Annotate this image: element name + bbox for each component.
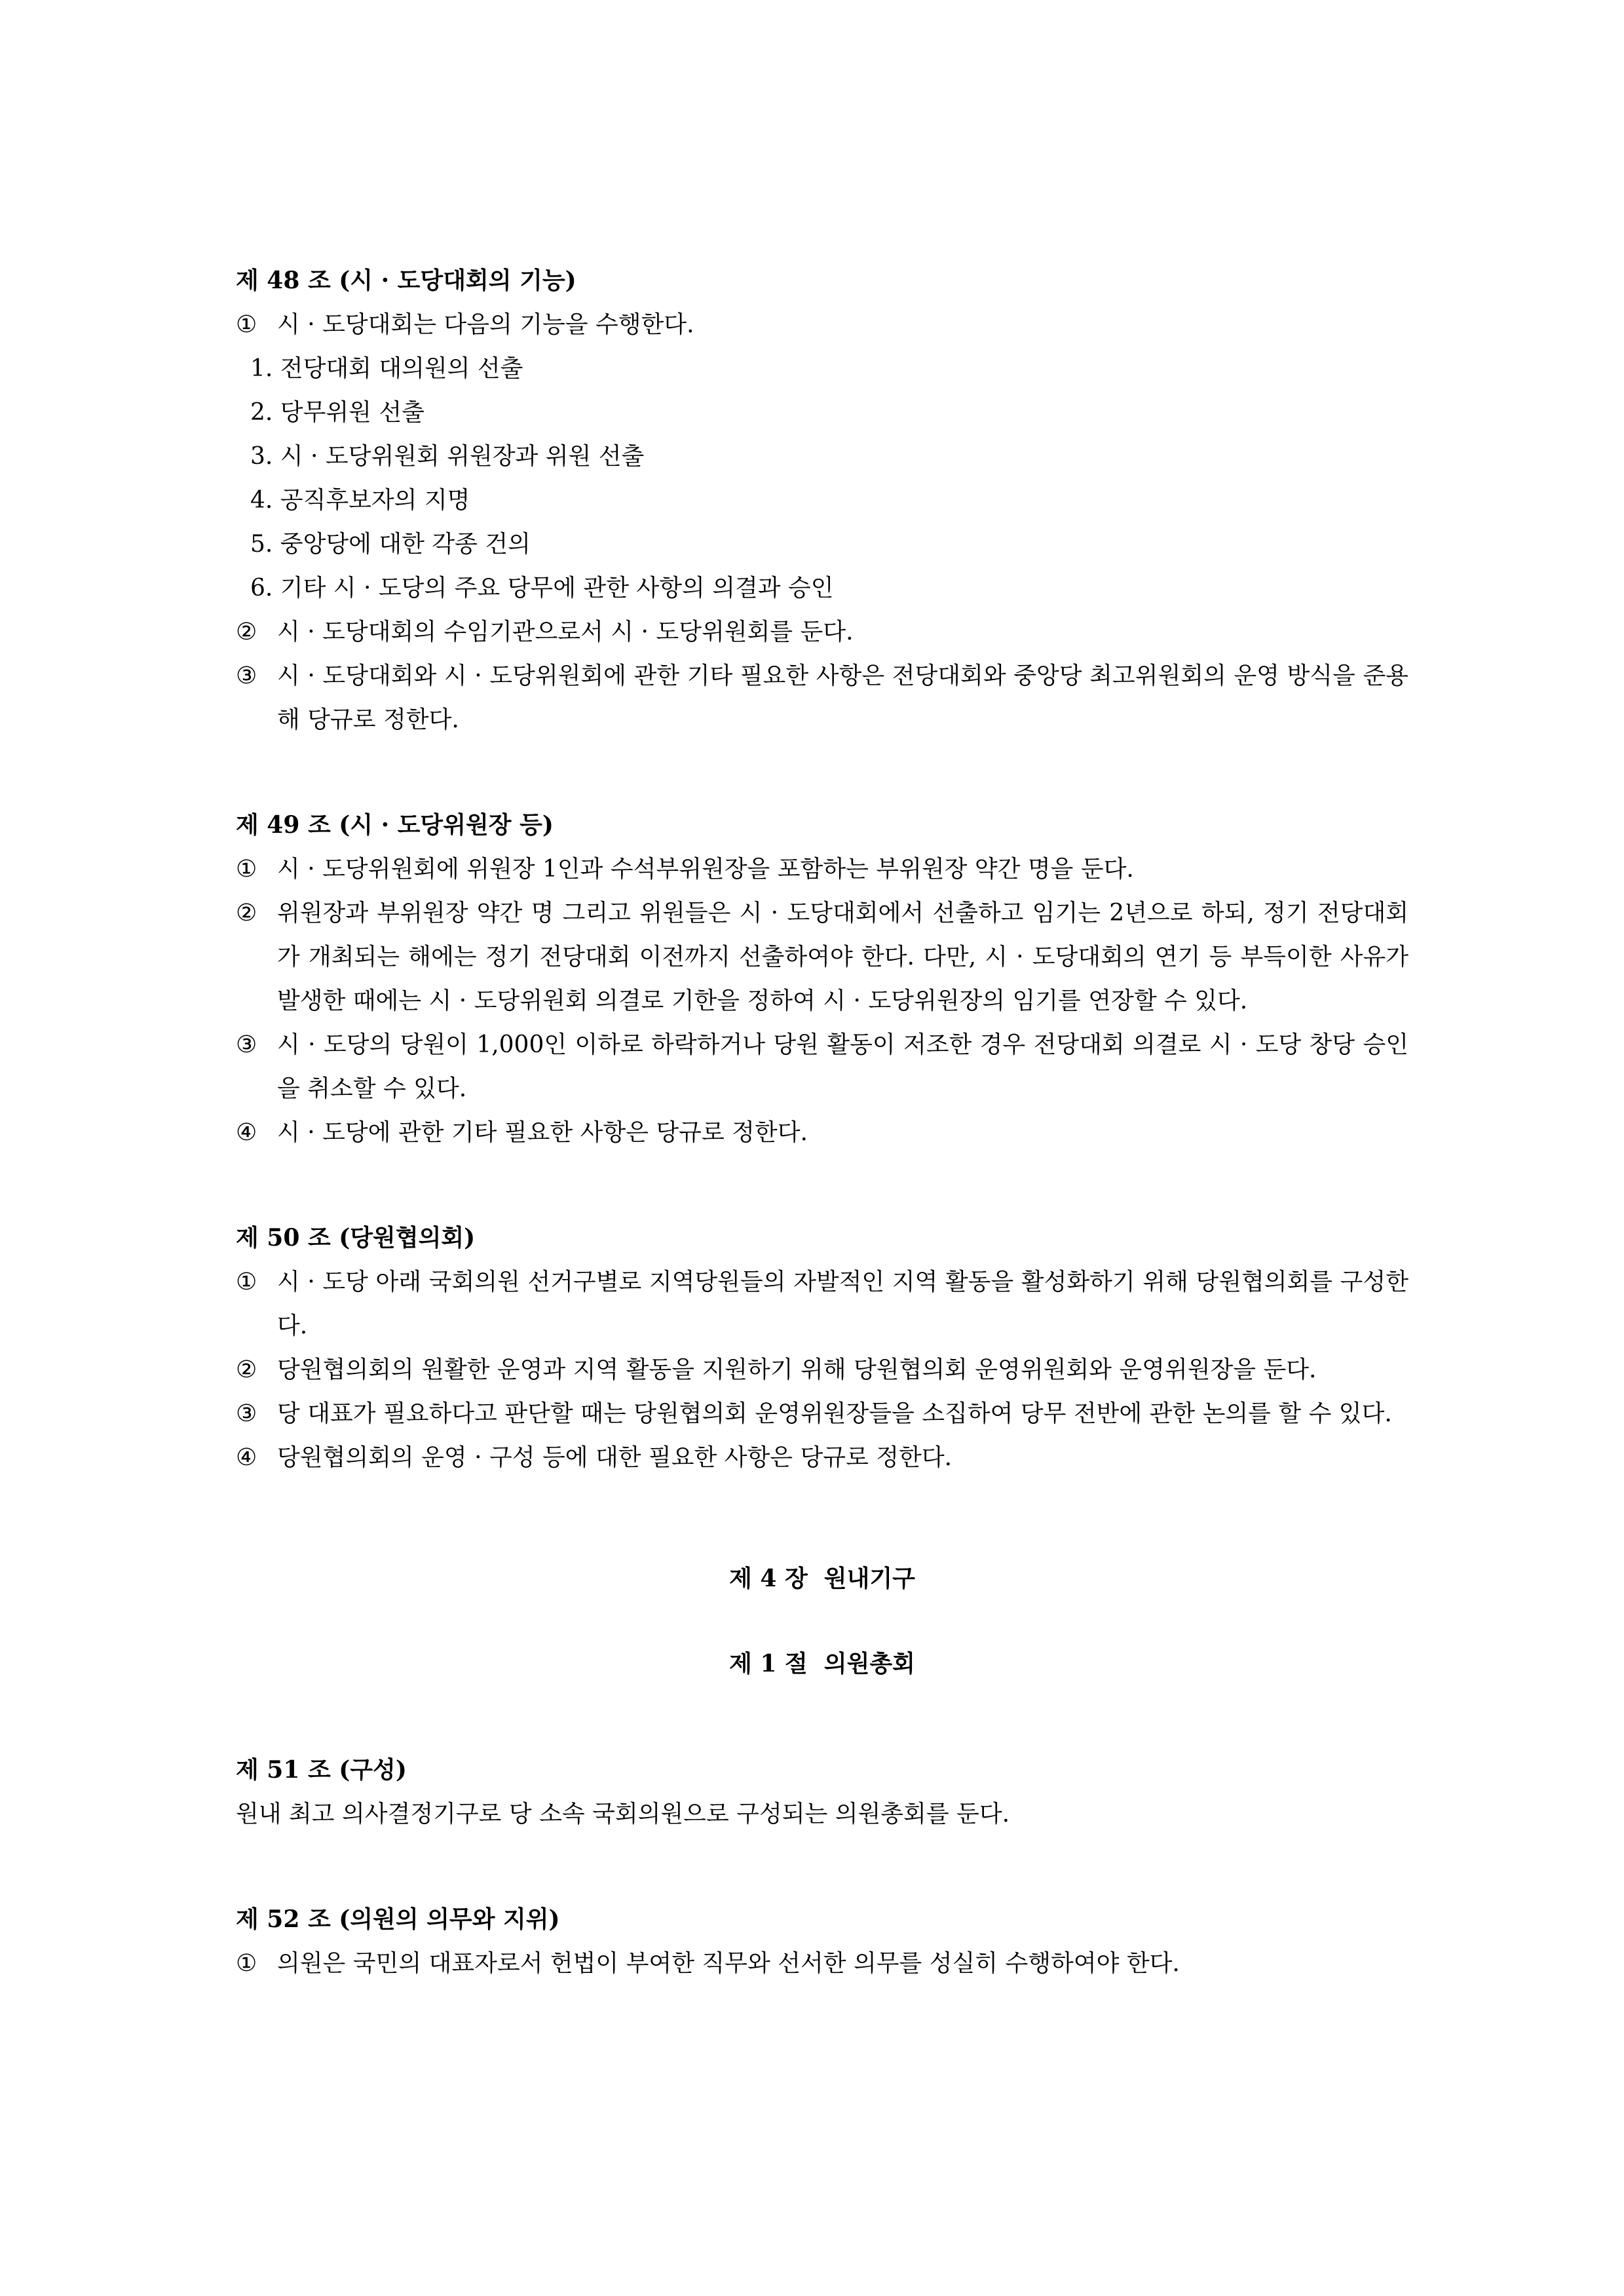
article-52 <box>236 1898 1408 1985</box>
paragraph-text: 시 · 도당위원회에 위원장 1인과 수석부위원장을 포함하는 부위원장 약간 명을 둔다. <box>277 856 1134 883</box>
list-item: 3. 시 · 도당위원회 위원장과 위원 선출 <box>250 443 645 470</box>
paragraph-4 <box>236 1111 1408 1155</box>
paragraph-marker: ③ <box>236 662 257 689</box>
chapter-heading: 제 4 장 원내기구 <box>729 1565 915 1592</box>
article-title: 제 51 조 (구성) <box>236 1756 407 1784</box>
section-heading: 제 1 절 의원총회 <box>729 1650 915 1677</box>
paragraph-marker: ① <box>236 1950 257 1977</box>
paragraph-marker: ③ <box>236 1400 257 1427</box>
article-title: 제 52 조 (의원의 의무와 지위) <box>236 1905 560 1933</box>
paragraph-1 <box>236 303 1408 347</box>
paragraph-text: 시 · 도당 아래 국회의원 선거구별로 지역당원들의 자발적인 지역 활동을 활성화하기 위해 당원협의회를 구성한다. <box>277 1269 1408 1339</box>
paragraph-text: 시 · 도당의 당원이 1,000인 이하로 하락하거나 당원 활동이 저조한 경우 전당대회 의결로 시 · 도당 창당 승인을 취소할 수 있다. <box>277 1031 1408 1102</box>
paragraph-text: 시 · 도당대회와 시 · 도당위원회에 관한 기타 필요한 사항은 전당대회와 중앙당 최고위원회의 운영 방식을 준용해 당규로 정한다. <box>277 662 1408 733</box>
article-50 <box>236 1216 1408 1480</box>
paragraph-marker: ② <box>236 900 257 927</box>
article-49 <box>236 803 1408 1155</box>
paragraph-marker: ① <box>236 1269 257 1295</box>
paragraph-1 <box>236 1942 1408 1985</box>
paragraph-3 <box>236 1023 1408 1111</box>
list-item: 6. 기타 시 · 도당의 주요 당무에 관한 사항의 의결과 승인 <box>250 575 834 602</box>
article-51 <box>236 1748 1408 1836</box>
article-48 <box>236 259 1408 742</box>
paragraph-1 <box>236 847 1408 891</box>
paragraph-marker: ① <box>236 311 257 338</box>
paragraph-text: 위원장과 부위원장 약간 명 그리고 위원들은 시 · 도당대회에서 선출하고 임기는 2년으로 하되, 정기 전당대회가 개최되는 해에는 정기 전당대회 이전까지 선출하여야 한다. 다만, 시 · 도당대회의 연기 등 부득이한 사유가 발생한 때에는 시 · 도당위원회 의결로 기한을 정하여 시 · 도당위원장의 임기를 연장할 수 있다. <box>277 900 1408 1014</box>
list-item: 1. 전당대회 대의원의 선출 <box>250 355 523 382</box>
list-item: 5. 중앙당에 대한 각종 건의 <box>250 531 531 558</box>
paragraph-2 <box>236 1348 1408 1392</box>
list-item: 4. 공직후보자의 지명 <box>250 487 470 514</box>
paragraph-3 <box>236 654 1408 742</box>
paragraph-marker: ② <box>236 619 257 645</box>
article-body: 원내 최고 의사결정기구로 당 소속 국회의원으로 구성되는 의원총회를 둔다. <box>236 1801 1010 1827</box>
paragraph-text: 시 · 도당에 관한 기타 필요한 사항은 당규로 정한다. <box>277 1119 808 1146</box>
paragraph-marker: ④ <box>236 1444 257 1471</box>
paragraph-text: 당 대표가 필요하다고 판단할 때는 당원협의회 운영위원장들을 소집하여 당무 전반에 관한 논의를 할 수 있다. <box>277 1400 1392 1427</box>
paragraph-text: 의원은 국민의 대표자로서 헌법이 부여한 직무와 선서한 의무를 성실히 수행하여야 한다. <box>277 1950 1180 1977</box>
paragraph-marker: ② <box>236 1356 257 1383</box>
list-item: 2. 당무위원 선출 <box>250 399 425 426</box>
paragraph-text: 시 · 도당대회의 수임기관으로서 시 · 도당위원회를 둔다. <box>277 619 854 645</box>
paragraph-text: 시 · 도당대회는 다음의 기능을 수행한다. <box>277 311 694 338</box>
paragraph-text: 당원협의회의 원활한 운영과 지역 활동을 지원하기 위해 당원협의회 운영위원회와 운영위원장을 둔다. <box>277 1356 1317 1383</box>
paragraph-2 <box>236 891 1408 1023</box>
paragraph-3 <box>236 1392 1408 1436</box>
paragraph-2 <box>236 610 1408 654</box>
article-title: 제 50 조 (당원협의회) <box>236 1224 476 1252</box>
paragraph-text: 당원협의회의 운영 · 구성 등에 대한 필요한 사항은 당규로 정한다. <box>277 1444 953 1471</box>
article-title: 제 49 조 (시 · 도당위원장 등) <box>236 811 554 839</box>
paragraph-1 <box>236 1260 1408 1348</box>
paragraph-marker: ④ <box>236 1119 257 1146</box>
article-title: 제 48 조 (시 · 도당대회의 기능) <box>236 267 576 294</box>
document-page <box>236 259 1408 2047</box>
paragraph-marker: ① <box>236 856 257 883</box>
paragraph-4 <box>236 1436 1408 1480</box>
paragraph-marker: ③ <box>236 1031 257 1058</box>
